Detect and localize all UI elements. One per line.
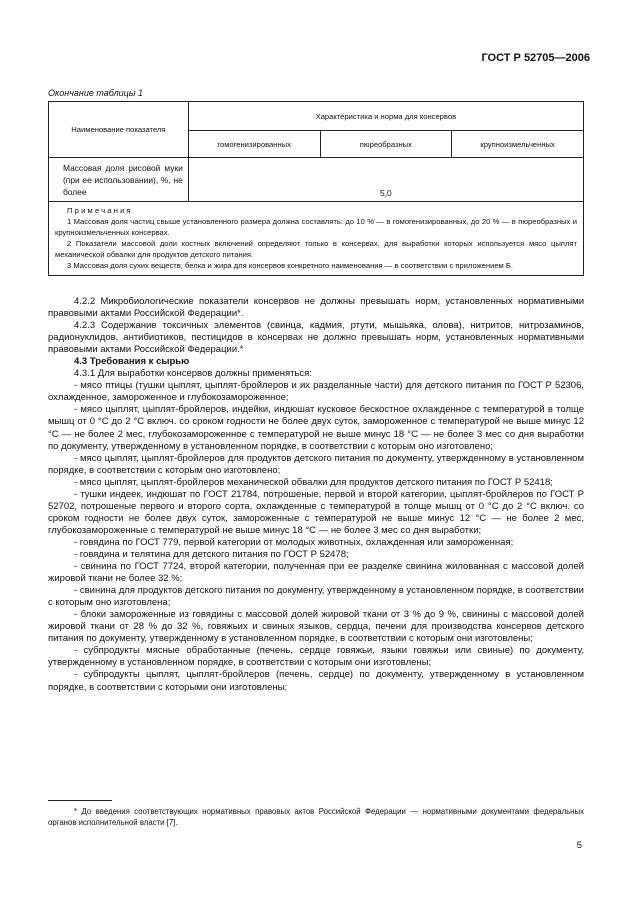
row-value: 5,0 [188, 158, 583, 202]
list-item: - говядина по ГОСТ 779, первой категории от молодых животных, охлажденная или замороженная; [74, 536, 514, 548]
table-row [49, 158, 584, 202]
list-item: - субпродукты мясные обработанные (печень, сердце говяжьи, языки говяжьи или свиные) по документу, утвержденному в установленном порядке, в соответствии с которым они изготовлены; [48, 645, 584, 669]
footnote-divider [48, 800, 112, 801]
notes-cell [49, 202, 584, 276]
notes-title: Примечания [67, 206, 133, 215]
paragraph-4-2-3: 4.2.3 Содержание токсичных элементов (свинца, кадмия, ртути, мышьяка, олова), нитритов, нитрозаминов, радионуклидов, антибиотиков, пестицидов в консервах не должно превышать норм, установленных нормативными правовыми актами Российской Федерации.* [48, 320, 584, 356]
spec-table [48, 101, 584, 276]
section-heading-4-3: 4.3 Требования к сырью [74, 356, 190, 368]
list-item: - тушки индеек, индюшат по ГОСТ 21784, потрошеные, первой и второй категории, цыплят-бройлеров по ГОСТ Р 52702, потрошеные первого и второго сорта, охлажденные с температурой в толще мышц от 0 °С до 2 °С включ. со сроком годности не более двух суток, замороженные с температурой не выше минус 12 °С — не более 2 мес, глубокозамороженные с температурой не выше минус 18 °С — не более 3 мес со дня выработки; [48, 488, 584, 536]
subheader-homogenized: гомогенизированных [188, 131, 320, 158]
list-item: - мясо цыплят, цыплят-бройлеров для продуктов детского питания по документу, утвержденному в установленном порядке, в соответствии с которым оно изготовлено; [48, 452, 584, 476]
note-3: 3 Массовая доля сухих веществ, белка и жира для консервов конкретного наименования — в соответствии с приложением Б. [67, 261, 513, 270]
page-number: 5 [576, 840, 582, 851]
list-item: - свинина по ГОСТ 7724, второй категории, полученная при ее разделке свинина жилованная с массовой долей жировой ткани не более 32 %; [48, 561, 584, 585]
row-name: Массовая доля рисовой муки (при ее использовании), %, не более [49, 158, 189, 202]
col-char-header: Характеристика и норма для консервов [188, 102, 583, 131]
paragraph-4-2-2: 4.2.2 Микробиологические показатели консервов не должны превышать норм, установленных нормативными правовыми актами Российской Федерации*. [48, 296, 584, 320]
list-item: - мясо цыплят, цыплят-бройлеров механической обвалки для продуктов детского питания по ГОСТ Р 52418; [74, 476, 553, 488]
paragraph-4-3-1: 4.3.1 Для выработки консервов должны применяться: [74, 368, 312, 380]
subheader-coarse: крупноизмельченных [452, 131, 584, 158]
notes-row [49, 202, 584, 276]
table-header-row [49, 102, 584, 131]
note-2: 2 Показатели массовой доли костных включений определяют только в консервах, для выработки которых используется мясо цыплят механической обвалки для продуктов детского питания. [55, 239, 577, 259]
list-item: - блоки замороженные из говядины с массовой долей жировой ткани от 3 % до 9 %, свинины с массовой долей жировой ткани от 28 % до 32 %, говяжьих и свиных языков, сердца, печени для производства консервов детского питания по документу, утвержденному в установленном порядке, в соответствии с которым они изготовлены; [48, 609, 584, 645]
list-item: - субпродукты цыплят, цыплят-бройлеров (печень, сердце) по документу, утвержденному в установленном порядке, в соответствии с которыми они изготовлены; [48, 669, 584, 693]
note-1: 1 Массовая доля частиц свыше установленного размера должна составлять: до 10 % — в гомогенизированных, до 20 % — в пюреобразных и крупноизмельченных консервах. [55, 217, 577, 237]
standard-code: ГОСТ Р 52705—2006 [481, 52, 590, 64]
list-item: - говядина и телятина для детского питания по ГОСТ Р 52478; [74, 548, 349, 560]
footnote: * До введения соответствующих нормативных правовых актов Российской Федерации — нормативными документами федеральных органов исполнительной власти [7]. [48, 807, 584, 827]
list-item: - мясо цыплят, цыплят-бройлеров, индейки, индюшат кусковое бескостное охлажденное с температурой в толще мышц от 0 °С до 2 °С включ. со сроком годности не более двух суток, замороженное с температурой не выше минус 12 °С — не более 2 мес, глубокозамороженное с температурой не выше минус 18 °С — не более 3 мес со дня выработки по документу, утвержденному в установленном порядке, в соответствии с которым оно изготовлено; [48, 404, 584, 452]
subheader-puree: пюреобразных [320, 131, 452, 158]
list-item: - мясо птицы (тушки цыплят, цыплят-бройлеров и их разделанные части) для детского питания по ГОСТ Р 52306, охлажденное, замороженное и глубокозамороженное; [48, 380, 584, 404]
col-name-header: Наименование показателя [49, 102, 189, 158]
table-caption: Окончание таблицы 1 [48, 88, 143, 98]
list-item: - свинина для продуктов детского питания по документу, утвержденному в установленном порядке, в соответствии с которым оно изготовлена; [48, 585, 584, 609]
body-text [48, 296, 584, 694]
